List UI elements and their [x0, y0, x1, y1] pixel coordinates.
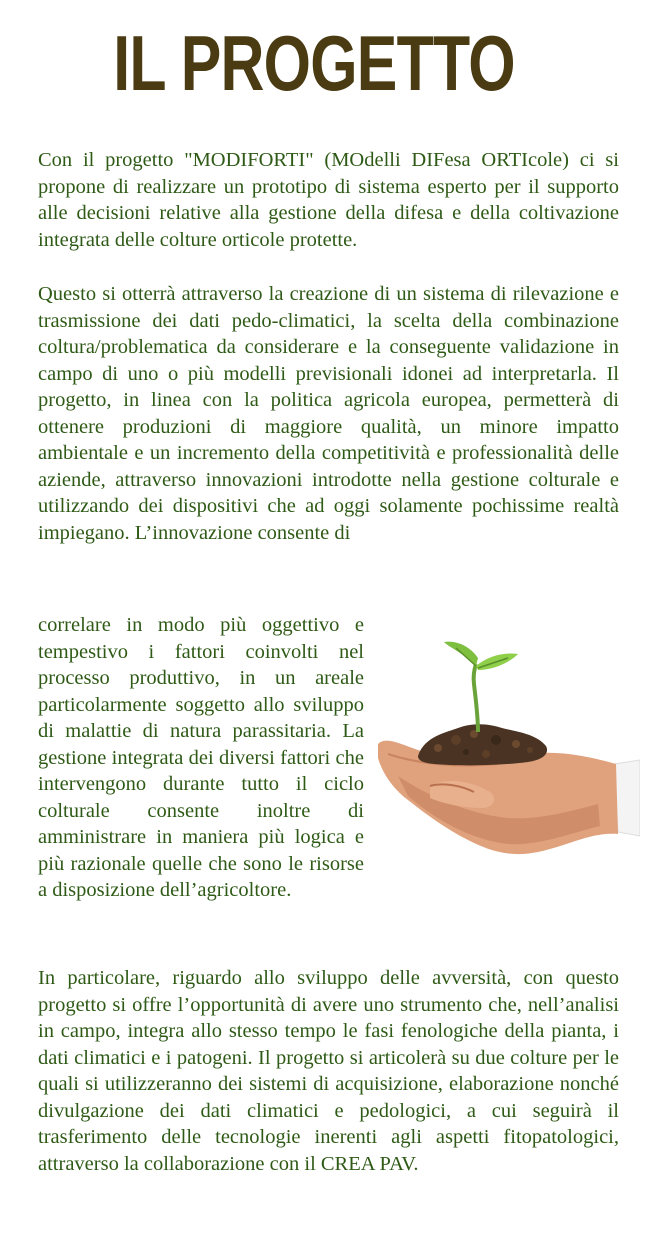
page-title: IL PROGETTO — [113, 19, 515, 107]
paragraph-innovation: correlare in modo più oggettivo e tempestivo i fattori coinvolti nel processo produttivo, in un areale particolarmente soggetto allo sviluppo di malattie di natura parassitaria. La gestione integrata dei diversi fattori che intervengono durante tutto il ciclo colturale consente inoltre di amministrare in maniera più logica e più razionale quelle che sono le risorse a disposizione dell’agricoltore. — [38, 614, 364, 901]
hand-holding-seedling-icon — [378, 636, 640, 858]
paragraph-intro: Con il progetto "MODIFORTI" (MOdelli DIFesa ORTIcole) ci si propone di realizzare un prototipo di sistema esperto per il supporto alle decisioni relative alla gestione della difesa e della coltivazione integrata delle colture orticole protette. — [38, 149, 619, 251]
paragraph-details: In particolare, riguardo allo sviluppo delle avversità, con questo progetto si offre l’opportunità di avere uno strumento che, nell’analisi in campo, integra allo stesso tempo le fasi fenologiche della pianta, i dati climatici e i patogeni. Il progetto si articolerà su due colture per le quali si utilizzeranno dei sistemi di acquisizione, elaborazione nonché divulgazione dei dati climatici e pedologici, a cui seguirà il trasferimento delle tecnologie inerenti agli aspetti fitopatologici, attraverso la collaborazione con il CREA PAV. — [38, 967, 619, 1175]
paragraph-method: Questo si otterrà attraverso la creazione di un sistema di rilevazione e trasmissione dei dati pedo-climatici, la scelta della combinazione coltura/problematica da considerare e la conseguente validazione in campo di uno o più modelli previsionali idonei ad interpretarla. Il progetto, in linea con la politica agricola europea, permetterà di ottenere produzioni di maggiore qualità, un minore impatto ambientale e un incremento della competitività e professionalità delle aziende, attraverso innovazioni introdotte nella gestione colturale e utilizzando dei dispositivi che ad oggi solamente pochissime realtà impiegano. L’innovazione consente di — [38, 283, 619, 544]
